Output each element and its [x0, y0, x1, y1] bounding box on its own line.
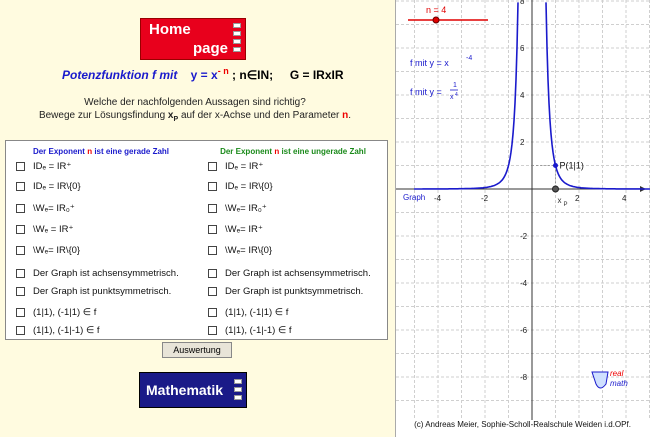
checkbox[interactable]: [16, 326, 25, 335]
y-tick-label: 4: [520, 91, 525, 100]
checkbox[interactable]: [208, 269, 217, 278]
title-equation: y = x: [190, 68, 218, 82]
graph-panel[interactable]: [395, 0, 650, 437]
col2-statement-8[interactable]: [208, 307, 288, 318]
col1-statement-4[interactable]: [16, 224, 73, 235]
n-slider-handle[interactable]: [433, 17, 439, 23]
func-label-2-den: x: [450, 94, 454, 101]
y-tick-label: -6: [520, 326, 528, 335]
y-tick-label: -2: [520, 232, 528, 241]
col2-statement-3[interactable]: [208, 203, 267, 214]
y-tick-label: 6: [520, 44, 525, 53]
col2-statement-6[interactable]: [208, 268, 371, 279]
statement-label: Der Graph ist punktsymmetrisch.: [33, 286, 172, 297]
mathematik-button[interactable]: [139, 372, 247, 408]
x-tick-label: 4: [622, 194, 627, 203]
q2-end: .: [348, 110, 352, 121]
checkbox[interactable]: [208, 246, 217, 255]
col1-statement-8[interactable]: [16, 307, 96, 318]
statement-label: (1|1), (-1|1) ∈ f: [33, 307, 97, 318]
col2-statement-9[interactable]: [208, 325, 292, 336]
statement-label: (1|1), (-1|-1) ∈ f: [225, 325, 292, 336]
even-column-heading: [6, 147, 196, 156]
question-line1: Welche der nachfolgenden Aussagen sind richtig?: [84, 97, 306, 108]
func-label-2-den-exp: 4: [455, 92, 458, 98]
checkbox[interactable]: [16, 225, 25, 234]
checkbox[interactable]: [16, 308, 25, 317]
statement-label: IDₑ = IR⁺: [225, 161, 264, 172]
col1-statement-5[interactable]: [16, 245, 80, 256]
even-exponent-column: [6, 141, 196, 336]
col1-head-pre: Der Exponent: [32, 147, 85, 156]
page-title: [62, 66, 344, 82]
q2-var: x: [167, 110, 174, 121]
statement-label: IDₑ = IR\{0}: [33, 181, 81, 192]
credit-text: (c) Andreas Meier, Sophie-Scholl-Realschule Weiden i.d.OPf.: [414, 420, 631, 429]
page-label: page: [193, 40, 229, 57]
checkbox[interactable]: [208, 287, 217, 296]
mathematik-label: Mathematik: [146, 382, 224, 398]
checkbox[interactable]: [16, 269, 25, 278]
y-tick-label: 8: [520, 0, 525, 6]
function-plot[interactable]: [396, 0, 650, 420]
statement-label: \Wₑ= IR\{0}: [225, 245, 273, 256]
checkbox[interactable]: [16, 182, 25, 191]
statement-label: \Wₑ= IR₀⁺: [225, 203, 267, 214]
statement-label: IDₑ = IR\{0}: [225, 181, 273, 192]
statement-label: IDₑ = IR⁺: [33, 161, 72, 172]
col1-statement-1[interactable]: [16, 161, 71, 172]
checkbox[interactable]: [208, 225, 217, 234]
col1-head-post: ist eine gerade Zahl: [94, 147, 170, 156]
col2-statement-2[interactable]: [208, 181, 273, 192]
col2-head-pre: Der Exponent: [220, 147, 273, 156]
col2-head-n: n: [274, 147, 280, 156]
statement-label: Der Graph ist achsensymmetrisch.: [33, 268, 179, 279]
func-label-1: f mit y = x: [410, 58, 449, 68]
q2-pre: Bewege zur Lösungsfindung: [38, 110, 166, 121]
graph-axis-label: Graph: [403, 193, 426, 202]
y-tick-label: -4: [520, 279, 528, 288]
auswertung-button[interactable]: Auswertung: [162, 342, 232, 358]
y-tick-label: 2: [520, 138, 525, 147]
col2-statement-1[interactable]: [208, 161, 263, 172]
question-line2: [0, 110, 390, 123]
col1-statement-6[interactable]: [16, 268, 179, 279]
col2-statement-4[interactable]: [208, 224, 263, 235]
checkbox[interactable]: [208, 162, 217, 171]
y-tick-label: -8: [520, 373, 528, 382]
x-tick-label: -2: [481, 194, 489, 203]
title-prefix: Potenzfunktion f mit: [62, 68, 178, 82]
bars-icon: [233, 23, 241, 55]
func-label-2-num: 1: [453, 82, 457, 89]
odd-exponent-column: [198, 141, 388, 336]
col1-statement-7[interactable]: [16, 286, 171, 297]
xp-label: x: [557, 196, 562, 205]
checkbox[interactable]: [208, 182, 217, 191]
logo-math: math: [610, 379, 628, 388]
n-slider-label: n = 4: [426, 5, 447, 15]
q2-mid: auf der x-Achse und den Parameter: [180, 110, 340, 121]
statement-label: \Wₑ = IR⁺: [33, 224, 74, 235]
col1-statement-2[interactable]: [16, 181, 81, 192]
checkbox[interactable]: [16, 246, 25, 255]
title-domain: G = IRxIR: [289, 68, 344, 82]
statement-label: (1|1), (-1|-1) ∈ f: [33, 325, 100, 336]
statement-label: Der Graph ist achsensymmetrisch.: [225, 268, 371, 279]
checkbox[interactable]: [208, 308, 217, 317]
func-label-2: f mit y =: [410, 87, 442, 97]
statement-label: \Wₑ= IR₀⁺: [33, 203, 75, 214]
statement-label: \Wₑ= IR⁺: [225, 224, 263, 235]
col1-statement-9[interactable]: [16, 325, 100, 336]
statements-panel: [5, 140, 388, 340]
xp-drag-handle[interactable]: [553, 186, 559, 192]
col1-head-n: n: [87, 147, 93, 156]
checkbox[interactable]: [16, 287, 25, 296]
realmath-logo-icon: [592, 372, 608, 388]
col2-head-post: ist eine ungerade Zahl: [281, 147, 366, 156]
bars-icon: [234, 379, 242, 403]
title-condition: ; n∈IN;: [232, 68, 274, 82]
title-exponent: - n: [217, 66, 229, 76]
logo-real: real: [610, 369, 624, 378]
home-label: Home: [149, 21, 191, 38]
odd-column-heading: [198, 147, 388, 156]
statement-label: Der Graph ist punktsymmetrisch.: [225, 286, 364, 297]
statement-label: (1|1), (-1|1) ∈ f: [225, 307, 289, 318]
checkbox[interactable]: [208, 204, 217, 213]
q2-sub: P: [173, 116, 179, 123]
xp-sub-label: P: [563, 202, 568, 208]
col2-statement-5[interactable]: [208, 245, 272, 256]
checkbox[interactable]: [16, 162, 25, 171]
x-tick-label: 2: [575, 194, 580, 203]
checkbox[interactable]: [208, 326, 217, 335]
homepage-button[interactable]: [140, 18, 246, 60]
checkbox[interactable]: [16, 204, 25, 213]
col2-statement-7[interactable]: [208, 286, 363, 297]
x-tick-label: -4: [434, 194, 442, 203]
func-label-1-exp: -4: [466, 55, 473, 62]
point-p: [553, 163, 558, 168]
q2-param: n: [342, 110, 349, 121]
point-p-label: P(1|1): [559, 160, 584, 171]
col1-statement-3[interactable]: [16, 203, 75, 214]
statement-label: \Wₑ= IR\{0}: [33, 245, 81, 256]
